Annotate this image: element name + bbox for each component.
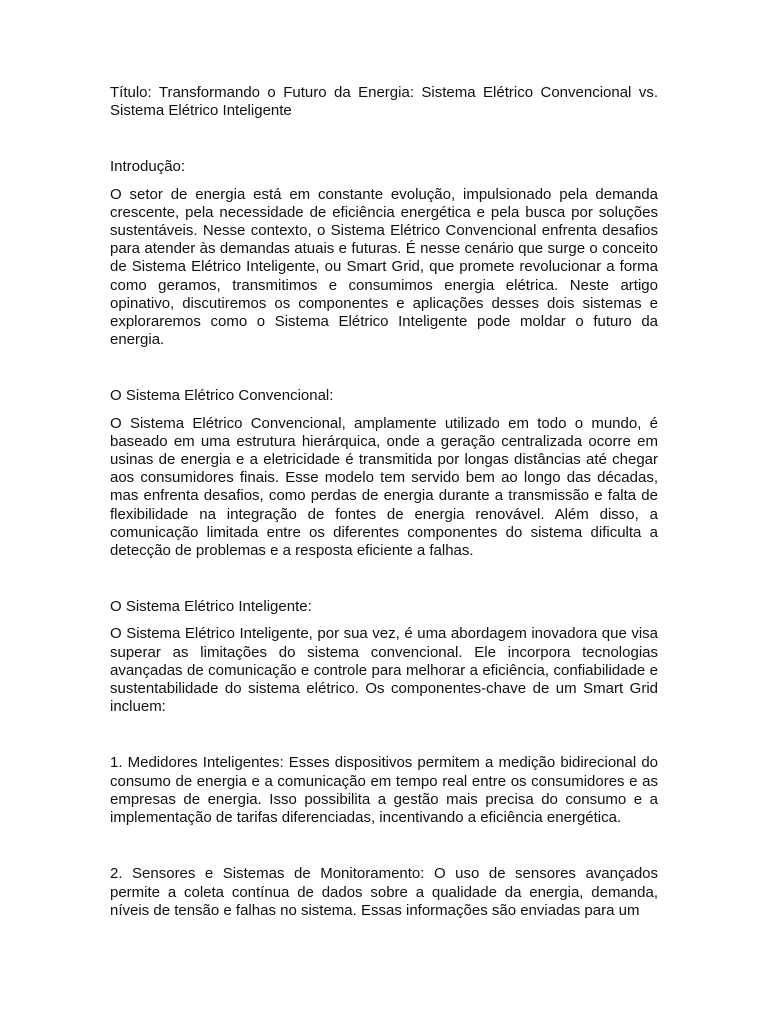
- intro-paragraph: O setor de energia está em constante evolução, impulsionado pela demanda crescente, pela necessidade de eficiência energética e pela busca por soluções sustentáveis. Nesse contexto, o Sistema Elétrico Convencional enfrenta desafios para atender às demandas atuais e futuras. É nesse cenário que surge o conceito de Sistema Elétrico Inteligente, ou Smart Grid, que promete revolucionar a forma como geramos, transmitimos e consumimos energia elétrica. Neste artigo opinativo, discutiremos os componentes e aplicações desses dois sistemas e exploraremos como o Sistema Elétrico Inteligente pode moldar o futuro da energia.: [110, 185, 658, 349]
- smart-heading: O Sistema Elétrico Inteligente:: [110, 598, 312, 616]
- list-item: 1. Medidores Inteligentes: Esses dispositivos permitem a medição bidirecional do consumo de energia e a comunicação em tempo real entre os consumidores e as empresas de energia. Isso possibilita a gestão mais precisa do consumo e a implementação de tarifas diferenciadas, incentivando a eficiência energética.: [110, 754, 658, 827]
- intro-heading: Introdução:: [110, 158, 186, 176]
- smart-paragraph: O Sistema Elétrico Inteligente, por sua vez, é uma abordagem inovadora que visa superar as limitações do sistema convencional. Ele incorpora tecnologias avançadas de comunicação e controle para melhorar a eficiência, confiabilidade e sustentabilidade do sistema elétrico. Os componentes-chave de um Smart Grid incluem:: [110, 625, 658, 716]
- document-title: Título: Transformando o Futuro da Energia: Sistema Elétrico Convencional vs. Sistema Elétrico Inteligente: [110, 84, 658, 120]
- list-item: 2. Sensores e Sistemas de Monitoramento: O uso de sensores avançados permite a coleta contínua de dados sobre a qualidade da energia, demanda, níveis de tensão e falhas no sistema. Essas informações são enviadas para um: [110, 865, 658, 919]
- conventional-heading: O Sistema Elétrico Convencional:: [110, 387, 334, 405]
- conventional-paragraph: O Sistema Elétrico Convencional, amplamente utilizado em todo o mundo, é baseado em uma estrutura hierárquica, onde a geração centralizada ocorre em usinas de energia e a eletricidade é transmitida por longas distâncias até chegar aos consumidores finais. Esse modelo tem servido bem ao longo das décadas, mas enfrenta desafios, como perdas de energia durante a transmissão e falta de flexibilidade na integração de fontes de energia renovável. Além disso, a comunicação limitada entre os diferentes componentes do sistema dificulta a detecção de problemas e a resposta eficiente a falhas.: [110, 414, 658, 560]
- document-page: [110, 84, 658, 920]
